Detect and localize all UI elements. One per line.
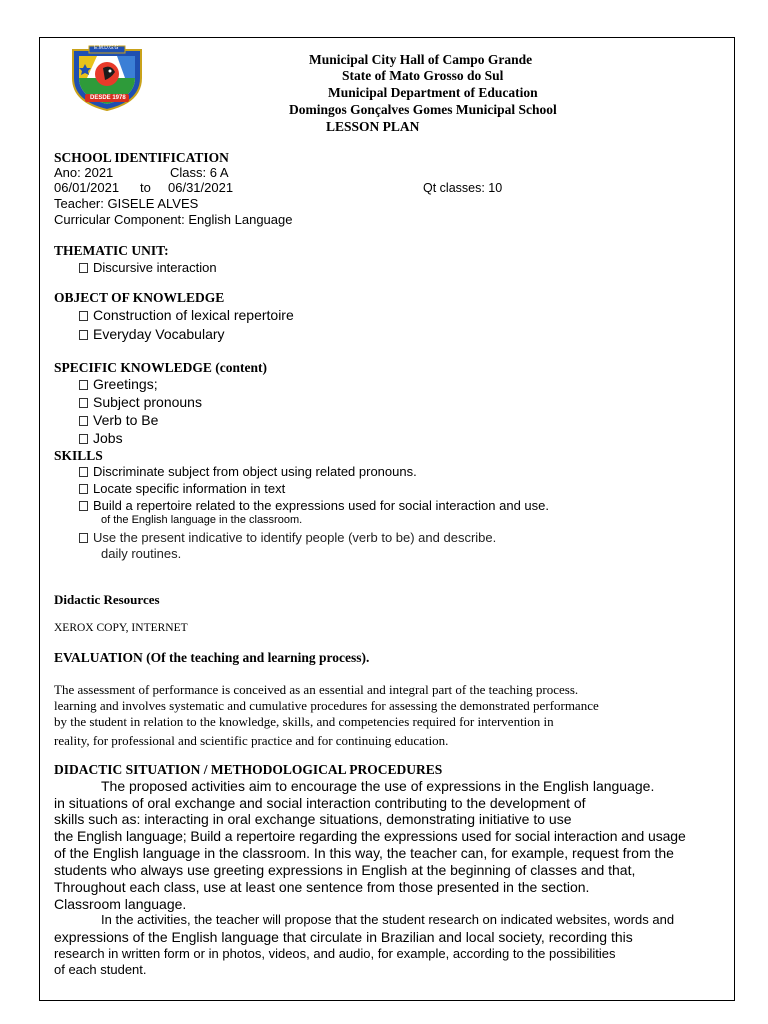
date-from: 06/01/2021 — [54, 180, 120, 195]
school-year: Ano: 2021 — [54, 165, 114, 180]
bullet-box-icon — [79, 263, 88, 273]
evaluation-line: learning and involves systematic and cumulative procedures for assessing the demonstrated performance — [54, 698, 599, 713]
bullet-box-icon — [79, 533, 88, 543]
procedure-line: students who always use greeting expressions in English at the beginning of classes and that, — [54, 862, 636, 878]
didactic-resources-title: Didactic Resources — [54, 592, 160, 607]
procedure-line: in situations of oral exchange and social interaction contributing to the development of — [54, 795, 586, 811]
school-class: Class: 6 A — [170, 165, 229, 180]
procedure-line: Classroom language. — [54, 896, 187, 912]
qt-classes: Qt classes: 10 — [423, 181, 503, 195]
list-item: Build a repertoire related to the expressions used for social interaction and use. — [79, 498, 549, 513]
list-item: Everyday Vocabulary — [79, 326, 225, 342]
list-item: Discriminate subject from object using related pronouns. — [79, 464, 417, 479]
header-line-4: Domingos Gonçalves Gomes Municipal School — [289, 102, 557, 117]
date-to-word: to — [140, 180, 151, 195]
evaluation-line: The assessment of performance is conceived as an essential and integral part of the teaching process. — [54, 682, 579, 697]
school-identification-title: SCHOOL IDENTIFICATION — [54, 150, 229, 165]
list-item: Discursive interaction — [79, 260, 217, 275]
procedure-line: Throughout each class, use at least one sentence from those presented in the section. — [54, 879, 590, 895]
bullet-box-icon — [79, 434, 88, 444]
procedure-line: The proposed activities aim to encourage the use of expressions in the English language. — [101, 778, 655, 794]
evaluation-line: by the student in relation to the knowledge, skills, and competencies required for intervention in — [54, 714, 554, 729]
didactic-resources-content: XEROX COPY, INTERNET — [54, 622, 188, 634]
list-item: Verb to Be — [79, 412, 158, 428]
list-item: Locate specific information in text — [79, 481, 285, 496]
header-line-1: Municipal City Hall of Campo Grande — [309, 52, 533, 67]
procedure-line: the English language; Build a repertoire regarding the expressions used for social interaction and usage — [54, 828, 686, 844]
list-item: Subject pronouns — [79, 394, 202, 410]
object-of-knowledge-title: OBJECT OF KNOWLEDGE — [54, 290, 225, 305]
procedure-line: expressions of the English language that circulate in Brazilian and local society, recording this — [54, 929, 633, 945]
bullet-box-icon — [79, 398, 88, 408]
skills-item-4-continued: daily routines. — [101, 546, 182, 561]
procedure-line: of each student. — [54, 962, 147, 977]
bullet-box-icon — [79, 380, 88, 390]
evaluation-title: EVALUATION (Of the teaching and learning process). — [54, 650, 370, 665]
bullet-box-icon — [79, 501, 88, 511]
logo-top-text: E.M.D.G.G — [94, 45, 119, 51]
date-to: 06/31/2021 — [168, 180, 234, 195]
curricular-component: Curricular Component: English Language — [54, 212, 293, 227]
header-line-5: LESSON PLAN — [326, 119, 420, 134]
school-crest-logo — [67, 44, 147, 112]
skills-item-3-continued: of the English language in the classroom. — [101, 514, 303, 526]
list-item: Construction of lexical repertoire — [79, 307, 294, 323]
bullet-box-icon — [79, 330, 88, 340]
bullet-box-icon — [79, 467, 88, 477]
list-item: Use the present indicative to identify people (verb to be) and describe. — [79, 530, 496, 545]
list-item: Jobs — [79, 430, 123, 446]
procedure-line: In the activities, the teacher will propose that the student research on indicated websites, words and — [101, 912, 675, 927]
bullet-box-icon — [79, 484, 88, 494]
teacher-name: Teacher: GISELE ALVES — [54, 196, 199, 211]
bullet-box-icon — [79, 311, 88, 321]
specific-knowledge-title: SPECIFIC KNOWLEDGE (content) — [54, 360, 268, 375]
list-item: Greetings; — [79, 376, 158, 392]
procedure-line: skills such as: interacting in oral exchange situations, demonstrating initiative to use — [54, 811, 572, 827]
thematic-unit-title: THEMATIC UNIT: — [54, 243, 169, 258]
skills-title: SKILLS — [54, 448, 103, 463]
procedure-line: of the English language in the classroom. In this way, the teacher can, for example, request from the — [54, 845, 674, 861]
logo-bottom-text: DESDE 1978 — [90, 95, 126, 101]
didactic-situation-title: DIDACTIC SITUATION / METHODOLOGICAL PROCEDURES — [54, 762, 443, 777]
header-line-3: Municipal Department of Education — [328, 85, 538, 100]
procedure-line: research in written form or in photos, videos, and audio, for example, according to the possibilities — [54, 946, 616, 961]
evaluation-line: reality, for professional and scientific practice and for continuing education. — [54, 733, 449, 748]
header-line-2: State of Mato Grosso do Sul — [342, 68, 504, 83]
bullet-box-icon — [79, 416, 88, 426]
